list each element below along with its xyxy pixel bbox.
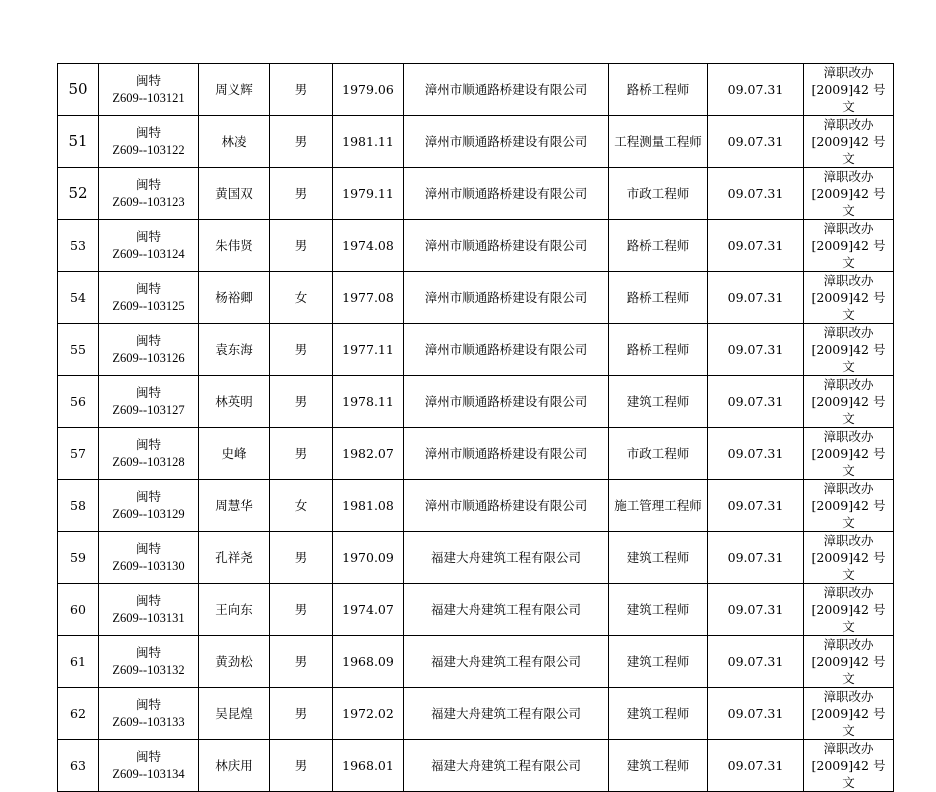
approval-date: 09.07.31: [708, 688, 804, 740]
certificate-prefix: 闽特: [135, 645, 161, 660]
person-name: 黄劲松: [199, 636, 270, 688]
row-number: 55: [58, 324, 99, 376]
birth-date: 1977.11: [333, 324, 404, 376]
job-title: 路桥工程师: [609, 272, 708, 324]
approval-document: [804, 64, 894, 116]
company: 漳州市顺通路桥建设有限公司: [404, 64, 609, 116]
document-number: [2009]42 号文: [811, 394, 886, 426]
certificate-prefix: 闽特: [135, 749, 161, 764]
certificate-prefix: 闽特: [135, 125, 161, 140]
certificate-number: [99, 168, 199, 220]
document-number: [2009]42 号文: [811, 290, 886, 322]
row-number: 51: [58, 116, 99, 168]
birth-date: 1968.01: [333, 740, 404, 792]
birth-date: 1979.11: [333, 168, 404, 220]
approval-date: 09.07.31: [708, 64, 804, 116]
certificate-code: Z609--103123: [112, 194, 185, 209]
company: 福建大舟建筑工程有限公司: [404, 532, 609, 584]
document-issuer: 漳职改办: [823, 689, 874, 704]
roster-body: [58, 64, 894, 792]
birth-date: 1981.11: [333, 116, 404, 168]
approval-date: 09.07.31: [708, 480, 804, 532]
job-title: 工程测量工程师: [609, 116, 708, 168]
document-number: [2009]42 号文: [811, 186, 886, 218]
certificate-code: Z609--103124: [112, 246, 185, 261]
document-issuer: 漳职改办: [823, 273, 874, 288]
certificate-code: Z609--103127: [112, 402, 185, 417]
person-name: 林英明: [199, 376, 270, 428]
table-row: [58, 740, 894, 792]
certificate-number: [99, 532, 199, 584]
approval-document: [804, 168, 894, 220]
document-number: [2009]42 号文: [811, 602, 886, 634]
birth-date: 1982.07: [333, 428, 404, 480]
document-issuer: 漳职改办: [823, 117, 874, 132]
certificate-prefix: 闽特: [135, 541, 161, 556]
row-number: 53: [58, 220, 99, 272]
certificate-prefix: 闽特: [135, 489, 161, 504]
gender: 女: [270, 480, 333, 532]
gender: 男: [270, 116, 333, 168]
approval-document: [804, 740, 894, 792]
approval-date: 09.07.31: [708, 532, 804, 584]
certificate-prefix: 闽特: [135, 73, 161, 88]
document-issuer: 漳职改办: [823, 637, 874, 652]
birth-date: 1977.08: [333, 272, 404, 324]
table-row: [58, 116, 894, 168]
person-name: 孔祥尧: [199, 532, 270, 584]
company: 漳州市顺通路桥建设有限公司: [404, 480, 609, 532]
approval-date: 09.07.31: [708, 116, 804, 168]
certificate-prefix: 闽特: [135, 333, 161, 348]
person-name: 吴昆煌: [199, 688, 270, 740]
approval-date: 09.07.31: [708, 272, 804, 324]
certificate-number: [99, 428, 199, 480]
person-name: 林凌: [199, 116, 270, 168]
table-row: [58, 168, 894, 220]
gender: 男: [270, 376, 333, 428]
certificate-code: Z609--103125: [112, 298, 185, 313]
person-name: 史峰: [199, 428, 270, 480]
row-number: 63: [58, 740, 99, 792]
certificate-prefix: 闽特: [135, 697, 161, 712]
company: 漳州市顺通路桥建设有限公司: [404, 428, 609, 480]
table-row: [58, 272, 894, 324]
company: 漳州市顺通路桥建设有限公司: [404, 168, 609, 220]
certificate-code: Z609--103122: [112, 142, 185, 157]
birth-date: 1970.09: [333, 532, 404, 584]
approval-document: [804, 428, 894, 480]
person-name: 杨裕卿: [199, 272, 270, 324]
certificate-number: [99, 324, 199, 376]
gender: 男: [270, 64, 333, 116]
approval-document: [804, 688, 894, 740]
job-title: 路桥工程师: [609, 324, 708, 376]
person-name: 王向东: [199, 584, 270, 636]
approval-document: [804, 584, 894, 636]
job-title: 路桥工程师: [609, 64, 708, 116]
document-issuer: 漳职改办: [823, 481, 874, 496]
certificate-number: [99, 688, 199, 740]
certificate-number: [99, 272, 199, 324]
birth-date: 1968.09: [333, 636, 404, 688]
approval-date: 09.07.31: [708, 636, 804, 688]
approval-date: 09.07.31: [708, 168, 804, 220]
certificate-prefix: 闽特: [135, 593, 161, 608]
certificate-prefix: 闽特: [135, 281, 161, 296]
row-number: 57: [58, 428, 99, 480]
company: 漳州市顺通路桥建设有限公司: [404, 376, 609, 428]
gender: 男: [270, 428, 333, 480]
company: 漳州市顺通路桥建设有限公司: [404, 220, 609, 272]
row-number: 58: [58, 480, 99, 532]
document-number: [2009]42 号文: [811, 654, 886, 686]
gender: 男: [270, 688, 333, 740]
approval-document: [804, 220, 894, 272]
company: 福建大舟建筑工程有限公司: [404, 688, 609, 740]
certificate-code: Z609--103134: [112, 766, 185, 781]
certificate-code: Z609--103128: [112, 454, 185, 469]
table-row: [58, 220, 894, 272]
gender: 男: [270, 220, 333, 272]
company: 漳州市顺通路桥建设有限公司: [404, 272, 609, 324]
document-number: [2009]42 号文: [811, 342, 886, 374]
document-issuer: 漳职改办: [823, 429, 874, 444]
gender: 男: [270, 584, 333, 636]
birth-date: 1978.11: [333, 376, 404, 428]
table-row: [58, 480, 894, 532]
job-title: 施工管理工程师: [609, 480, 708, 532]
job-title: 建筑工程师: [609, 584, 708, 636]
document-number: [2009]42 号文: [811, 498, 886, 530]
approval-date: 09.07.31: [708, 428, 804, 480]
gender: 男: [270, 168, 333, 220]
document-number: [2009]42 号文: [811, 550, 886, 582]
approval-date: 09.07.31: [708, 376, 804, 428]
job-title: 建筑工程师: [609, 740, 708, 792]
company: 漳州市顺通路桥建设有限公司: [404, 324, 609, 376]
certificate-number: [99, 64, 199, 116]
certificate-number: [99, 116, 199, 168]
job-title: 建筑工程师: [609, 532, 708, 584]
approval-date: 09.07.31: [708, 324, 804, 376]
person-name: 黄国双: [199, 168, 270, 220]
gender: 女: [270, 272, 333, 324]
table-row: [58, 324, 894, 376]
company: 福建大舟建筑工程有限公司: [404, 584, 609, 636]
job-title: 建筑工程师: [609, 688, 708, 740]
certificate-number: [99, 220, 199, 272]
person-name: 袁东海: [199, 324, 270, 376]
company: 漳州市顺通路桥建设有限公司: [404, 116, 609, 168]
row-number: 59: [58, 532, 99, 584]
gender: 男: [270, 636, 333, 688]
document-issuer: 漳职改办: [823, 221, 874, 236]
approval-date: 09.07.31: [708, 220, 804, 272]
approval-document: [804, 116, 894, 168]
certificate-code: Z609--103131: [112, 610, 185, 625]
job-title: 市政工程师: [609, 428, 708, 480]
document-issuer: 漳职改办: [823, 65, 874, 80]
certificate-prefix: 闽特: [135, 437, 161, 452]
document-issuer: 漳职改办: [823, 533, 874, 548]
gender: 男: [270, 532, 333, 584]
birth-date: 1974.08: [333, 220, 404, 272]
approval-document: [804, 480, 894, 532]
document-number: [2009]42 号文: [811, 238, 886, 270]
row-number: 56: [58, 376, 99, 428]
document-number: [2009]42 号文: [811, 446, 886, 478]
certificate-code: Z609--103129: [112, 506, 185, 521]
document-number: [2009]42 号文: [811, 134, 886, 166]
row-number: 54: [58, 272, 99, 324]
approval-document: [804, 272, 894, 324]
document-number: [2009]42 号文: [811, 706, 886, 738]
person-name: 朱伟贤: [199, 220, 270, 272]
row-number: 62: [58, 688, 99, 740]
person-name: 周慧华: [199, 480, 270, 532]
table-row: [58, 532, 894, 584]
approval-date: 09.07.31: [708, 740, 804, 792]
document-issuer: 漳职改办: [823, 741, 874, 756]
table-row: [58, 64, 894, 116]
document-issuer: 漳职改办: [823, 585, 874, 600]
certification-roster-table: [57, 63, 894, 792]
company: 福建大舟建筑工程有限公司: [404, 740, 609, 792]
certificate-code: Z609--103132: [112, 662, 185, 677]
document-issuer: 漳职改办: [823, 169, 874, 184]
approval-document: [804, 324, 894, 376]
document-issuer: 漳职改办: [823, 377, 874, 392]
certificate-prefix: 闽特: [135, 385, 161, 400]
person-name: 林庆用: [199, 740, 270, 792]
table-row: [58, 376, 894, 428]
row-number: 52: [58, 168, 99, 220]
birth-date: 1981.08: [333, 480, 404, 532]
approval-document: [804, 376, 894, 428]
certificate-code: Z609--103130: [112, 558, 185, 573]
approval-document: [804, 532, 894, 584]
gender: 男: [270, 324, 333, 376]
gender: 男: [270, 740, 333, 792]
certificate-number: [99, 584, 199, 636]
job-title: 市政工程师: [609, 168, 708, 220]
certificate-code: Z609--103126: [112, 350, 185, 365]
person-name: 周义辉: [199, 64, 270, 116]
birth-date: 1974.07: [333, 584, 404, 636]
certificate-code: Z609--103133: [112, 714, 185, 729]
row-number: 50: [58, 64, 99, 116]
approval-date: 09.07.31: [708, 584, 804, 636]
certificate-number: [99, 376, 199, 428]
row-number: 60: [58, 584, 99, 636]
table-row: [58, 428, 894, 480]
row-number: 61: [58, 636, 99, 688]
table-row: [58, 688, 894, 740]
certificate-number: [99, 480, 199, 532]
document-number: [2009]42 号文: [811, 82, 886, 114]
job-title: 路桥工程师: [609, 220, 708, 272]
company: 福建大舟建筑工程有限公司: [404, 636, 609, 688]
certificate-number: [99, 740, 199, 792]
document-issuer: 漳职改办: [823, 325, 874, 340]
document-number: [2009]42 号文: [811, 758, 886, 790]
certificate-prefix: 闽特: [135, 177, 161, 192]
birth-date: 1979.06: [333, 64, 404, 116]
job-title: 建筑工程师: [609, 376, 708, 428]
certificate-code: Z609--103121: [112, 90, 185, 105]
birth-date: 1972.02: [333, 688, 404, 740]
table-row: [58, 584, 894, 636]
job-title: 建筑工程师: [609, 636, 708, 688]
certificate-prefix: 闽特: [135, 229, 161, 244]
